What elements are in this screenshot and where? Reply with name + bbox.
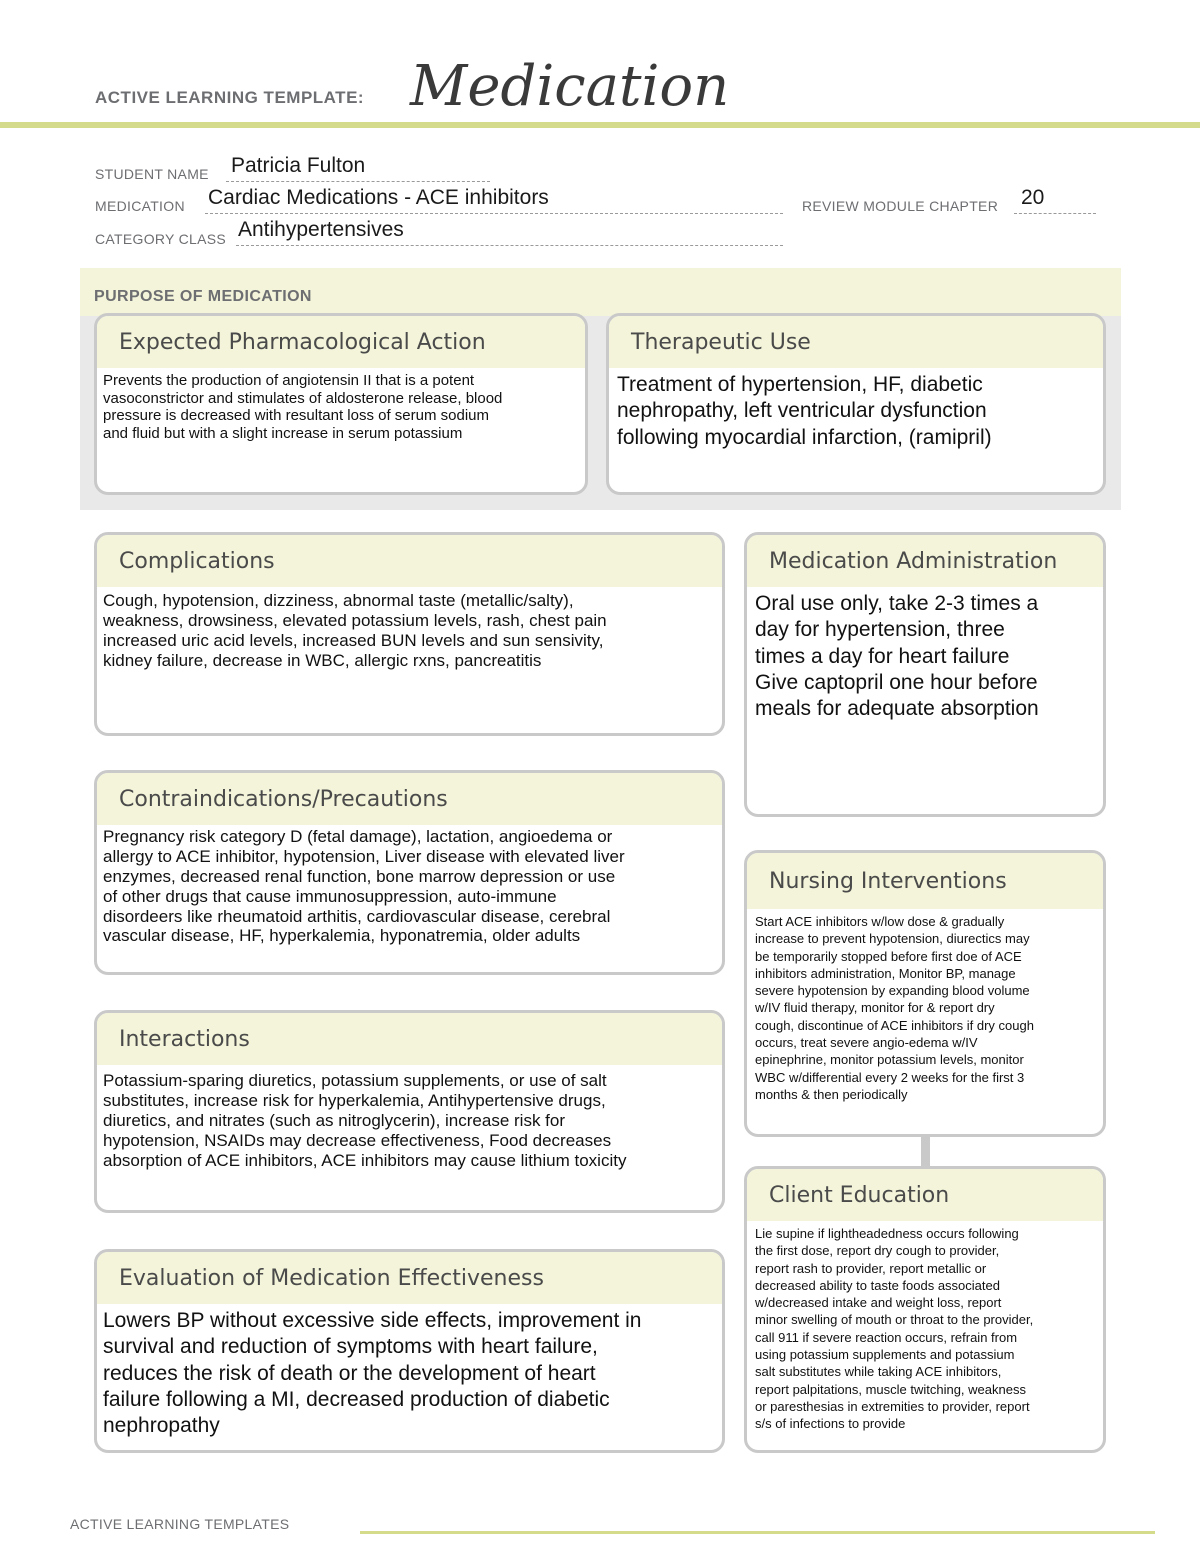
text-line: diuretics, and nitrates (such as nitroglycerin), increase risk for — [103, 1110, 566, 1130]
medication-underline — [205, 213, 783, 214]
footer-rule — [360, 1531, 1155, 1534]
text-line: increased uric acid levels, increased BUN levels and sun sensivity, — [103, 630, 604, 650]
evaluation-card — [94, 1249, 725, 1453]
text-line: Cough, hypotension, dizziness, abnormal taste (metallic/salty), — [103, 591, 574, 610]
template-type-title: Medication — [410, 54, 730, 119]
evaluation-title: Evaluation of Medication Effectiveness — [97, 1252, 722, 1304]
nursing-interventions-text[interactable] — [747, 909, 1103, 1103]
text-line: Give captopril one hour before — [755, 670, 1038, 694]
review-module-field[interactable]: 20 — [1021, 186, 1045, 209]
text-line: substitutes, increase risk for hyperkalemia, Antihypertensive drugs, — [103, 1090, 606, 1110]
text-line: Oral use only, take 2-3 times a — [755, 592, 1039, 615]
text-line: Potassium-sparing diuretics, potassium supplements, or use of salt — [103, 1071, 607, 1090]
text-line: decreased ability to taste foods associated — [755, 1277, 1000, 1293]
client-education-text[interactable] — [747, 1221, 1103, 1432]
therapeutic-use-card — [606, 313, 1106, 495]
text-line: report palpitations, muscle twitching, weakness — [755, 1381, 1026, 1397]
text-line: be temporarily stopped before first doe of ACE — [755, 948, 1022, 964]
text-line: months & then periodically — [755, 1086, 908, 1102]
interactions-text[interactable] — [97, 1065, 722, 1170]
text-line: report rash to provider, report metallic or — [755, 1260, 987, 1276]
text-line: weakness, drowsiness, elevated potassium levels, rash, chest pain — [103, 610, 607, 630]
nursing-interventions-card — [744, 850, 1106, 1137]
text-line: Lowers BP without excessive side effects, improvement in — [103, 1309, 642, 1332]
section-connector — [921, 1136, 930, 1166]
expected-action-title: Expected Pharmacological Action — [97, 316, 585, 368]
text-line: Pregnancy risk category D (fetal damage), lactation, angioedema or — [103, 827, 613, 846]
text-line: minor swelling of mouth or throat to the provider, — [755, 1312, 1034, 1328]
text-line: vasoconstrictor and stimulates of aldosterone release, blood — [103, 389, 503, 407]
text-line: Treatment of hypertension, HF, diabetic — [617, 373, 983, 396]
text-line: the first dose, report dry cough to provider, — [755, 1243, 1000, 1259]
text-line: survival and reduction of symptoms with heart failure, — [103, 1335, 598, 1359]
client-education-card — [744, 1166, 1106, 1453]
text-line: salt substitutes while taking ACE inhibitors, — [755, 1364, 1002, 1380]
complications-title: Complications — [97, 535, 722, 587]
text-line: following myocardial infarction, (ramipril) — [617, 425, 992, 449]
text-line: nephropathy, left ventricular dysfunction — [617, 399, 987, 423]
student-name-label: STUDENT NAME — [95, 166, 209, 182]
purpose-title: PURPOSE OF MEDICATION — [94, 288, 312, 305]
review-module-label: REVIEW MODULE CHAPTER — [802, 198, 999, 214]
text-line: increase to prevent hypotension, diurectics may — [755, 931, 1030, 947]
complications-text[interactable] — [97, 587, 722, 671]
category-class-field[interactable]: Antihypertensives — [238, 218, 404, 241]
text-line: w/IV fluid therapy, monitor for & report dry — [755, 1000, 995, 1016]
text-line: call 911 if severe reaction occurs, refrain from — [755, 1329, 1018, 1345]
expected-action-text[interactable] — [97, 368, 585, 442]
template-label: ACTIVE LEARNING TEMPLATE: — [95, 88, 365, 107]
text-line: allergy to ACE inhibitor, hypotension, Liver disease with elevated liver — [103, 846, 625, 866]
text-line: nephropathy — [103, 1414, 220, 1437]
expected-action-card — [94, 313, 588, 495]
text-line: cough, discontinue of ACE inhibitors if dry cough — [755, 1017, 1034, 1033]
evaluation-text[interactable] — [97, 1304, 722, 1439]
category-class-label: CATEGORY CLASS — [95, 231, 227, 247]
text-line: kidney failure, decrease in WBC, allergic rxns, pancreatitis — [103, 650, 542, 670]
review-module-underline — [1014, 213, 1096, 214]
administration-card — [744, 532, 1106, 817]
text-line: hypotension, NSAIDs may decrease effectiveness, Food decreases — [103, 1130, 612, 1150]
text-line: occurs, treat severe angio-edema w/IV — [755, 1034, 978, 1050]
text-line: absorption of ACE inhibitors, ACE inhibitors may cause lithium toxicity — [103, 1150, 627, 1170]
complications-card — [94, 532, 725, 736]
administration-title: Medication Administration — [747, 535, 1103, 587]
text-line: s/s of infections to provide — [755, 1416, 906, 1432]
text-line: disordeers like rheumatoid arthitis, cardiovascular disease, cerebral — [103, 906, 611, 926]
text-line: day for hypertension, three — [755, 618, 1005, 642]
text-line: inhibitors administration, Monitor BP, manage — [755, 965, 1016, 981]
text-line: using potassium supplements and potassium — [755, 1346, 1015, 1362]
contraindications-text[interactable] — [97, 825, 722, 946]
text-line: or paresthesias in extremities to provider, report — [755, 1398, 1030, 1414]
administration-text[interactable] — [747, 587, 1103, 722]
nursing-interventions-title: Nursing Interventions — [747, 853, 1103, 909]
footer-label: ACTIVE LEARNING TEMPLATES — [70, 1516, 290, 1532]
text-line: severe hypotension by expanding blood volume — [755, 983, 1030, 999]
interactions-card — [94, 1010, 725, 1213]
text-line: pressure is decreased with resultant loss of serum sodium — [103, 407, 490, 425]
text-line: of other drugs that cause immunosuppression, auto-immune — [103, 886, 557, 906]
text-line: Prevents the production of angiotensin II that is a potent — [103, 372, 475, 389]
text-line: w/decreased intake and weight loss, report — [755, 1295, 1002, 1311]
text-line: and fluid but with a slight increase in serum potassium — [103, 424, 463, 442]
contraindications-card — [94, 770, 725, 975]
text-line: WBC w/differential every 2 weeks for the first 3 — [755, 1069, 1025, 1085]
category-class-underline — [236, 245, 783, 246]
medication-label: MEDICATION — [95, 198, 185, 214]
client-education-title: Client Education — [747, 1169, 1103, 1221]
text-line: enzymes, decreased renal function, bone marrow depression or use — [103, 866, 616, 886]
header-rule — [0, 122, 1200, 128]
student-name-underline — [226, 181, 490, 182]
text-line: vascular disease, HF, hyperkalemia, hyponatremia, older adults — [103, 926, 581, 946]
text-line: epinephrine, monitor potassium levels, monitor — [755, 1052, 1024, 1068]
text-line: times a day for heart failure — [755, 644, 1010, 668]
therapeutic-use-text[interactable] — [609, 368, 1103, 451]
therapeutic-use-title: Therapeutic Use — [609, 316, 1103, 368]
text-line: failure following a MI, decreased production of diabetic — [103, 1387, 610, 1411]
student-name-field[interactable]: Patricia Fulton — [231, 154, 366, 177]
interactions-title: Interactions — [97, 1013, 722, 1065]
text-line: Start ACE inhibitors w/low dose & gradually — [755, 914, 1005, 929]
text-line: Lie supine if lightheadedness occurs following — [755, 1226, 1019, 1241]
contraindications-title: Contraindications/Precautions — [97, 773, 722, 825]
text-line: reduces the risk of death or the development of heart — [103, 1361, 596, 1385]
text-line: meals for adequate absorption — [755, 697, 1039, 720]
medication-field[interactable]: Cardiac Medications - ACE inhibitors — [208, 186, 549, 209]
